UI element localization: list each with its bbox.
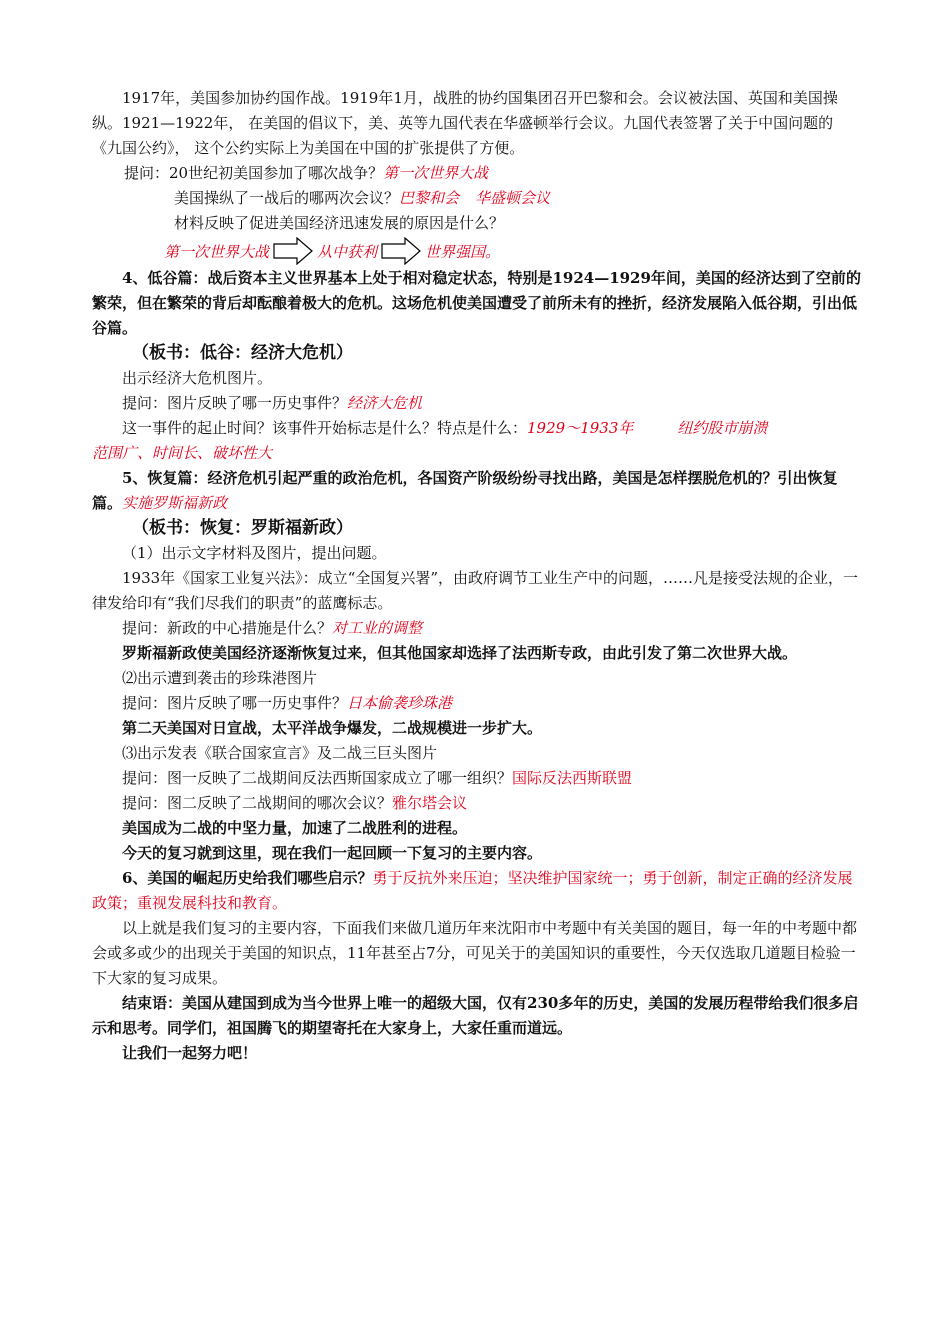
question-2-answer-1: 巴黎和会 <box>399 189 460 207</box>
document-page <box>92 86 862 1066</box>
board-note-4: （板书：低谷：经济大危机） <box>132 343 353 363</box>
section-5-text: 5、恢复篇：经济危机引起严重的政治危机，各国资产阶级纷纷寻找出路，美国是怎样摆脱危机的？引出恢复篇。 <box>92 469 838 512</box>
bold-line-2: 第二天美国对日宣战，太平洋战争爆发，二战规模进一步扩大。 <box>122 719 543 737</box>
final-line: 让我们一起努力吧！ <box>122 1044 258 1062</box>
right-arrow-icon <box>273 237 313 265</box>
show-5b: ⑵出示遭到袭击的珍珠港图片 <box>122 669 318 687</box>
bold-line-3: 美国成为二战的中坚力量，加速了二战胜利的进程。 <box>122 819 468 837</box>
question-5 <box>92 416 862 441</box>
cause-flow <box>92 236 862 266</box>
question-6-text: 提问：新政的中心措施是什么？ <box>122 619 333 637</box>
question-3 <box>92 211 862 236</box>
question-3-text: 材料反映了促进美国经济迅速发展的原因是什么？ <box>174 214 505 232</box>
flow-step-2: 从中获利 <box>317 242 378 261</box>
question-1-text: 提问：20世纪初美国参加了哪次战争？ <box>124 164 384 182</box>
question-2 <box>92 186 862 211</box>
paragraph-review: 以上就是我们复习的主要内容，下面我们来做几道历年来沈阳市中考题中有关美国的题目，每一年的中考题中都会或多或少的出现关于美国的知识点，11年甚至占7分，可见关于的美国知识的重要性，今天仅选取几道题目检验一下大家的复习成果。 <box>92 919 858 987</box>
section-4-intro: 4、低谷篇：战后资本主义世界基本上处于相对稳定状态，特别是1924—1929年间，美国的经济达到了空前的繁荣，但在繁荣的背后却酝酿着极大的危机。这场危机使美国遭受了前所未有的挫折，经济发展陷入低谷期，引出低谷篇。 <box>92 269 861 337</box>
question-2-answer-2: 华盛顿会议 <box>475 189 551 207</box>
question-4-answer: 经济大危机 <box>347 394 423 412</box>
bold-line-1: 罗斯福新政使美国经济逐渐恢复过来，但其他国家却选择了法西斯专政，由此引发了第二次世界大战。 <box>122 644 798 662</box>
question-7-answer: 日本偷袭珍珠港 <box>347 694 453 712</box>
section-6-answer: 勇于反抗外来压迫；坚决维护国家统一；勇于创新，制定正确的经济发展政策；重视发展科技和教育。 <box>92 869 853 912</box>
question-1 <box>92 161 862 186</box>
section-6 <box>92 866 862 916</box>
question-5-answer-1: 1929～1933年 <box>527 419 634 437</box>
question-7 <box>92 691 862 716</box>
flow-step-1: 第一次世界大战 <box>164 242 270 261</box>
section-5-intro <box>92 466 862 516</box>
ending-remark: 结束语：美国从建国到成为当今世界上唯一的超级大国，仅有230多年的历史，美国的发展历程带给我们很多启示和思考。同学们，祖国腾飞的期望寄托在大家身上，大家任重而道远。 <box>92 994 859 1037</box>
show-4: 出示经济大危机图片。 <box>122 369 273 387</box>
question-5-answer-2: 纽约股市崩溃 <box>677 419 768 437</box>
question-4-text: 提问：图片反映了哪一历史事件？ <box>122 394 348 412</box>
paragraph-history-background: 1917年，美国参加协约国作战。1919年1月，战胜的协约国集团召开巴黎和会。会议被法国、英国和美国操纵。1921—1922年， 在美国的倡议下，美、英等九国代表在华盛顿举行会议。九国代表签署了关于中国问题的《九国公约》， 这个公约实际上为美国在中国的扩张提供了方便。 <box>92 89 838 157</box>
question-1-answer: 第一次世界大战 <box>383 164 489 182</box>
question-4 <box>92 391 862 416</box>
show-5c: ⑶出示发表《联合国家宣言》及二战三巨头图片 <box>122 744 438 762</box>
board-note-5: （板书：恢复：罗斯福新政） <box>132 518 353 538</box>
bold-line-4: 今天的复习就到这里，现在我们一起回顾一下复习的主要内容。 <box>122 844 543 862</box>
question-8-answer: 国际反法西斯联盟 <box>512 769 633 787</box>
question-2-text: 美国操纵了一战后的哪两次会议？ <box>174 189 400 207</box>
question-5-text: 这一事件的起止时间？该事件开始标志是什么？特点是什么： <box>122 419 528 437</box>
question-9 <box>92 791 862 816</box>
right-arrow-icon <box>381 237 421 265</box>
show-5a: （1）出示文字材料及图片，提出问题。 <box>122 544 387 562</box>
question-8-text: 提问：图一反映了二战期间反法西斯国家成立了哪一组织？ <box>122 769 513 787</box>
section-6-text: 6、美国的崛起历史给我们哪些启示？ <box>122 869 373 887</box>
question-5-line-2 <box>92 441 862 466</box>
question-5-answer-3: 范围广、时间长、破坏性大 <box>92 444 273 462</box>
question-6 <box>92 616 862 641</box>
question-6-answer: 对工业的调整 <box>332 619 423 637</box>
question-9-answer: 雅尔塔会议 <box>392 794 468 812</box>
question-7-text: 提问：图片反映了哪一历史事件？ <box>122 694 348 712</box>
question-8 <box>92 766 862 791</box>
question-9-text: 提问：图二反映了二战期间的哪次会议？ <box>122 794 393 812</box>
section-5-answer: 实施罗斯福新政 <box>122 494 228 512</box>
flow-step-3: 世界强国。 <box>425 242 501 261</box>
material-quote: 1933年《国家工业复兴法》：成立“全国复兴署”，由政府调节工业生产中的问题，……凡是接受法规的企业，一律发给印有“我们尽我们的职责”的蓝鹰标志。 <box>92 569 859 612</box>
